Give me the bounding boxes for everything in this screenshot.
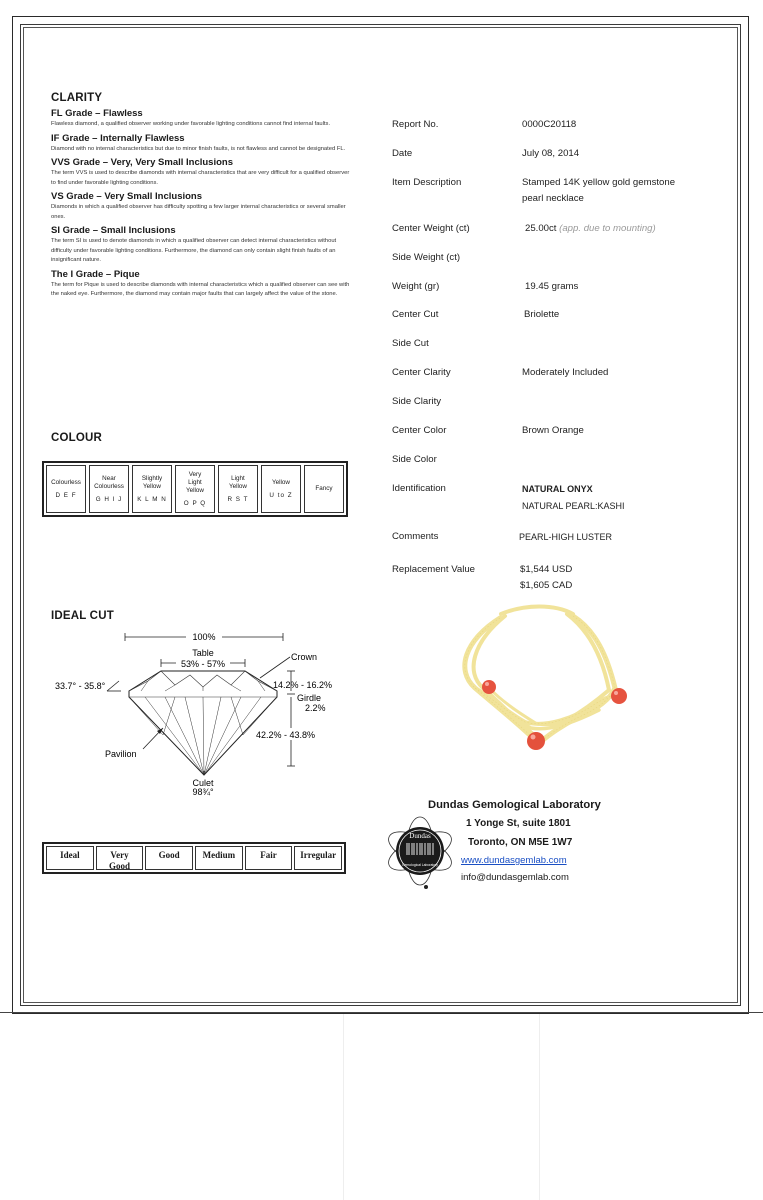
seal-subtitle: Gemological Laboratory	[402, 863, 438, 867]
field-label: Center Cut	[392, 309, 439, 320]
width-label: 100%	[192, 632, 216, 642]
culet-value-label: 98¾°	[192, 787, 214, 797]
colour-letters: O P Q	[183, 499, 207, 507]
crown-label: Crown	[291, 652, 318, 662]
grade-name: VVS Grade – Very, Very Small Inclusions	[51, 157, 233, 168]
table-range-label: 53% - 57%	[180, 659, 226, 669]
ideal-cut-title: IDEAL CUT	[51, 610, 114, 622]
field-value: 19.45 grams	[525, 281, 579, 292]
grade-si	[51, 225, 351, 266]
field-label: Weight (gr)	[392, 281, 440, 292]
field-value: Moderately Included	[522, 367, 609, 378]
replacement-value-cad: $1,605 CAD	[520, 580, 573, 591]
grade-description: Diamond with no internal characteristics but due to minor finish faults, is not flawless and cannot be designated FL.	[51, 145, 346, 152]
cut-grade-scale	[42, 842, 346, 874]
lab-address-line-2: Toronto, ON M5E 1W7	[468, 837, 573, 848]
lab-website-link[interactable]: www.dundasgemlab.com	[461, 855, 567, 866]
colour-cell	[304, 465, 344, 513]
field-label: Comments	[392, 531, 439, 542]
colour-name: Very Light Yellow	[186, 470, 204, 494]
colour-letters: G H I J	[95, 495, 123, 503]
colour-cell	[132, 465, 172, 513]
replacement-value-usd: $1,544 USD	[520, 564, 573, 575]
pavilion-depth-label: 42.2% - 43.8%	[256, 730, 316, 740]
girdle-value-label: 2.2%	[305, 703, 326, 713]
grade-if	[51, 133, 351, 155]
field-label: Center Weight (ct)	[392, 223, 470, 234]
necklace-photo	[445, 600, 645, 760]
colour-name: Light Yellow	[229, 474, 247, 490]
colour-cell	[261, 465, 301, 513]
grade-name: VS Grade – Very Small Inclusions	[51, 191, 203, 202]
grade-vvs	[51, 157, 351, 188]
grade-description: Flawless diamond, a qualified observer working under favorable lighting conditions cannot find internal faults.	[51, 121, 331, 127]
grade-description: The term for Pique is used to describe diamonds with internal characteristics which a qualified observer can see with the naked eye. Furthermore, the diamond may contain major faults that can largely affect the value of the stone.	[51, 281, 350, 297]
colour-name: Slightly Yellow	[141, 474, 163, 490]
colour-letters: K L M N	[137, 495, 167, 503]
clarity-grades	[51, 108, 351, 303]
grade-description: The term SI is used to denote diamonds in which a qualified observer can detect internal characteristics without difficulty under favorable lighting conditions. Furthermore, the diamond can only contain slight finish faults of an insignificant nature.	[51, 238, 337, 263]
colour-cell	[89, 465, 129, 513]
cut-grade-cell: Good	[145, 846, 193, 870]
seal-title: Dundas	[409, 832, 431, 840]
grade-name: The I Grade – Pique	[51, 268, 140, 280]
page-fold-line	[539, 1014, 540, 1200]
field-label: Identification	[392, 483, 446, 494]
cut-grade-cell: Fair	[245, 846, 293, 870]
field-label: Side Weight (ct)	[392, 252, 461, 263]
field-value: Brown Orange	[522, 425, 584, 436]
colour-letters: D E F	[55, 491, 77, 499]
colour-name: Fancy	[315, 485, 333, 492]
page-fold-line	[343, 1014, 344, 1200]
grade-vs	[51, 191, 351, 222]
grade-fl	[51, 108, 351, 130]
grade-name: IF Grade – Internally Flawless	[51, 132, 185, 144]
colour-cell	[46, 465, 86, 513]
colour-letters: R S T	[227, 495, 249, 503]
onyx-bead	[482, 680, 496, 694]
field-value: Stamped 14K yellow gold gemstone pearl necklace	[522, 177, 676, 204]
identification-value-secondary: NATURAL PEARL:KASHI	[522, 501, 625, 511]
cut-grade-cell: Medium	[195, 846, 243, 870]
grade-name: FL Grade – Flawless	[51, 108, 143, 119]
culet-label: Culet	[192, 778, 214, 788]
cut-grade-cell: Ideal	[46, 846, 94, 870]
onyx-bead	[527, 732, 545, 750]
field-label: Date	[392, 148, 413, 159]
colour-name: Colourless	[51, 478, 81, 486]
colour-cell	[218, 465, 258, 513]
center-weight-value: 25.00ct	[525, 223, 557, 234]
cut-grade-cell: Irregular	[294, 846, 342, 870]
colour-cell	[175, 465, 215, 513]
field-label: Side Cut	[392, 338, 429, 349]
cut-grade-cell: Very Good	[96, 846, 144, 870]
colour-letters: U to Z	[269, 491, 293, 499]
crown-angle-label: 33.7° - 35.8°	[55, 681, 106, 691]
field-value: July 08, 2014	[522, 148, 580, 159]
field-label: Center Clarity	[392, 367, 451, 378]
field-label: Item Description	[392, 177, 462, 188]
field-value	[525, 221, 656, 237]
field-label: Center Color	[392, 425, 447, 436]
colour-name: Yellow	[272, 478, 290, 486]
diamond-proportions-diagram	[45, 625, 345, 800]
identification-value-primary: NATURAL ONYX	[522, 484, 593, 494]
crown-height-label: 14.2% - 16.2%	[273, 680, 333, 690]
grade-name: SI Grade – Small Inclusions	[51, 225, 176, 236]
grade-i	[51, 269, 351, 300]
lab-info	[428, 796, 648, 886]
field-label: Report No.	[392, 119, 439, 130]
field-label: Side Clarity	[392, 396, 442, 407]
field-label: Side Color	[392, 454, 437, 465]
lab-email: info@dundasgemlab.com	[461, 872, 569, 883]
girdle-label: Girdle	[297, 693, 322, 703]
grade-description: The term VVS is used to describe diamonds with internal characteristics that are very difficult for a qualified observer to find under favorable lighting conditions.	[51, 170, 350, 186]
colour-name: Near Colourless	[94, 474, 124, 490]
clarity-title: CLARITY	[51, 92, 103, 104]
pavilion-label: Pavilion	[105, 749, 137, 759]
grade-description: Diamonds in which a qualified observer has difficulty spotting a few larger internal characteristics or several smaller ones.	[51, 204, 346, 220]
page-bottom-edge	[0, 1012, 763, 1013]
field-label: Replacement Value	[392, 564, 476, 575]
center-weight-note: (app. due to mounting)	[559, 223, 656, 234]
lab-name: Dundas Gemological Laboratory	[428, 799, 601, 811]
colour-scale-table	[42, 461, 348, 517]
field-value: PEARL-HIGH LUSTER	[519, 532, 613, 542]
field-value: Briolette	[524, 309, 560, 320]
onyx-bead	[611, 688, 627, 704]
lab-address-line-1: 1 Yonge St, suite 1801	[466, 818, 571, 829]
field-value: 0000C20118	[522, 119, 577, 130]
colour-title: COLOUR	[51, 432, 103, 444]
table-label: Table	[192, 648, 214, 658]
